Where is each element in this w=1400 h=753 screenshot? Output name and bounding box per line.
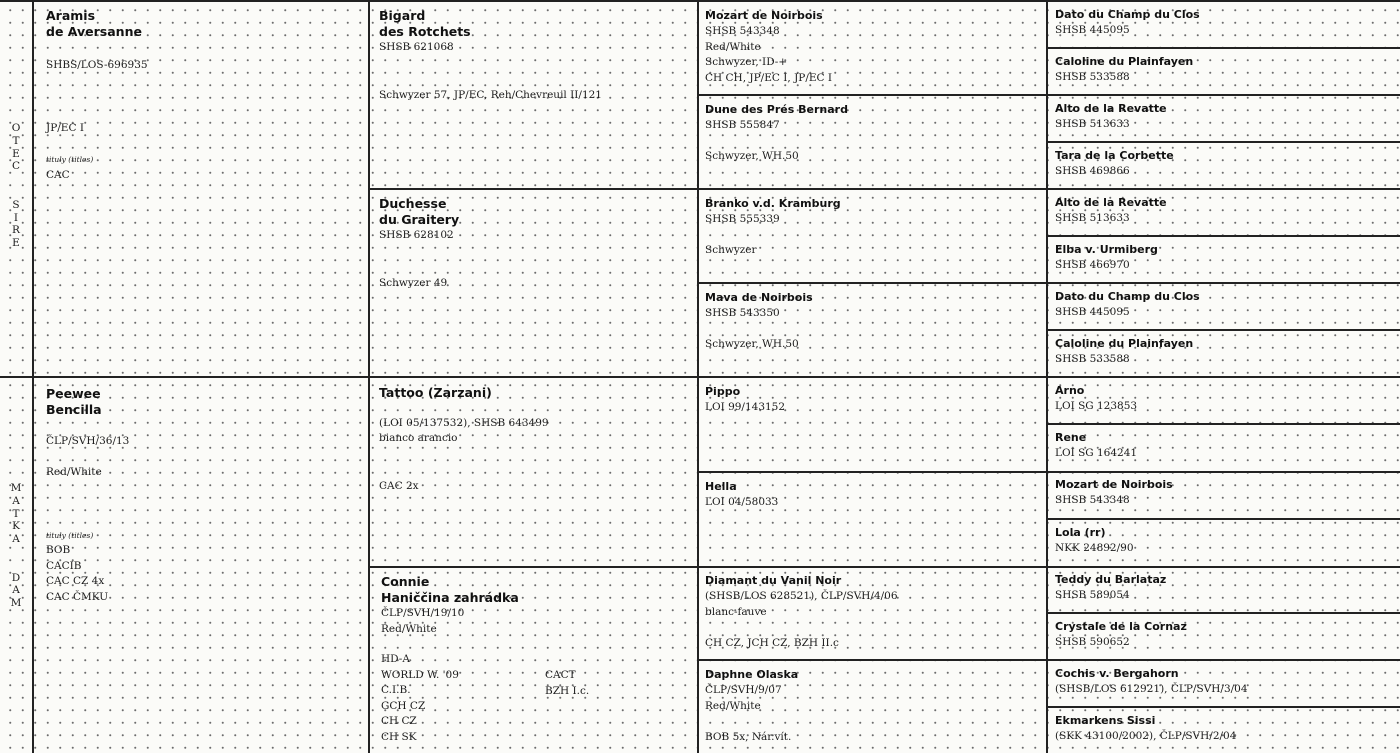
ancestor-detail bbox=[705, 620, 1040, 636]
ancestor-color: Red/White bbox=[381, 622, 437, 635]
ancestor-name: Alto de la Revatte bbox=[1055, 102, 1167, 115]
gen4-cell-1 bbox=[1055, 7, 1395, 39]
ancestor-registration: SHSB 589054 bbox=[1055, 589, 1130, 601]
ancestor-name: Lola (rr) bbox=[1055, 526, 1106, 539]
gen3-cell-3 bbox=[705, 196, 1040, 259]
gen4-cell-10 bbox=[1055, 430, 1395, 462]
gen4-cell-13 bbox=[1055, 572, 1395, 604]
sire-name-line1: Aramis bbox=[46, 8, 96, 23]
ancestor-name: Mozart de Noirbois bbox=[705, 9, 823, 22]
dam-title: BOB bbox=[46, 544, 71, 556]
ancestor-color: bianco arancio bbox=[379, 432, 458, 444]
ancestor-registration: SHSB 466970 bbox=[1055, 259, 1130, 271]
gen4-cell-7 bbox=[1055, 289, 1395, 321]
ancestor-name: Rene bbox=[1055, 431, 1087, 444]
ancestor-registration: (LOI 05/137532), SHSB 643499 bbox=[379, 417, 549, 429]
ancestor-detail: Schwyzer, ID-+ bbox=[705, 56, 788, 68]
dam-name-line2: Bencilla bbox=[46, 402, 102, 417]
dam-side-label: M A T K A D A M bbox=[10, 482, 22, 610]
ancestor-detail: SHSB 555339 bbox=[705, 213, 780, 225]
ancestor-registration: SHSB 533588 bbox=[1055, 353, 1130, 365]
ancestor-name: Arno bbox=[1055, 384, 1085, 397]
dam-title: CAC CZ 4x bbox=[46, 575, 105, 587]
gen4-cell-6 bbox=[1055, 242, 1395, 274]
ancestor-registration: SHSB 469866 bbox=[1055, 165, 1130, 177]
ancestor-name: Teddy du Barlataz bbox=[1055, 573, 1167, 586]
sire-title: CAC bbox=[46, 169, 70, 181]
ancestor-name: Tattoo (Zarzani) bbox=[379, 385, 492, 400]
ancestor-note: Schwyzer 57, JP/EC, Reh/Chevreuil II/121 bbox=[379, 89, 602, 101]
sire-dam-divider bbox=[0, 376, 1400, 378]
ancestor-title: GCH CZ bbox=[381, 699, 426, 712]
dam-titles-label: tituly (titles) bbox=[46, 531, 94, 540]
ancestor-detail: ČLP/SVH/9/07 bbox=[705, 684, 782, 696]
ancestor-registration: SHSB 513633 bbox=[1055, 212, 1130, 224]
ancestor-detail: SHSB 543348 bbox=[705, 25, 780, 37]
dam-color: Red/White bbox=[46, 466, 102, 478]
gen4-divider-11 bbox=[1046, 518, 1400, 520]
sire-sire-cell bbox=[379, 8, 691, 101]
ancestor-registration: NKK 24892/90 bbox=[1055, 542, 1134, 554]
gen2-divider-top bbox=[368, 188, 1400, 190]
dam-dam-titles-right bbox=[545, 668, 589, 699]
ancestor-detail: Schwyzer, WH.50 bbox=[705, 338, 799, 350]
gen3-cell-8 bbox=[705, 667, 1040, 745]
gen3-divider-7 bbox=[697, 659, 1400, 661]
dam-registration: ČLP/SVH/36/13 bbox=[46, 435, 130, 447]
ancestor-registration: ČLP/SVH/19/10 bbox=[381, 607, 465, 619]
sire-dam-cell bbox=[379, 196, 691, 289]
ancestor-note: Schwyzer 49 bbox=[379, 277, 448, 289]
ancestor-registration: (SKK 43100/2002), ČLP/SVH/2/04 bbox=[1055, 730, 1237, 742]
ancestor-registration: (SHSB/LOS 612921), ČLP/SVH/3/04 bbox=[1055, 683, 1248, 695]
gen3-cell-2 bbox=[705, 102, 1040, 165]
ancestor-name: Diamant du Vanil Noir bbox=[705, 574, 842, 587]
ancestor-registration: SHSB 533588 bbox=[1055, 71, 1130, 83]
ancestor-detail bbox=[705, 714, 1040, 730]
ancestor-name: des Rotchets bbox=[379, 24, 471, 39]
dam-name-line1: Peewee bbox=[46, 386, 101, 401]
gen4-divider-9 bbox=[1046, 423, 1400, 425]
sire-exam: JP/EC I bbox=[46, 122, 84, 134]
ancestor-detail: LOI 04/58033 bbox=[705, 496, 779, 508]
ancestor-title: CH SK bbox=[381, 730, 417, 743]
ancestor-detail: Red/White bbox=[705, 40, 761, 53]
dam-dam-cell bbox=[381, 574, 691, 743]
ancestor-registration: SHSB 621068 bbox=[379, 41, 454, 53]
ancestor-name: Cochis v. Bergahorn bbox=[1055, 667, 1179, 680]
ancestor-detail: CH CH, JP/EC I, JP/EC I bbox=[705, 71, 833, 84]
gen4-divider-1 bbox=[1046, 47, 1400, 49]
ancestor-detail: Schwyzer bbox=[705, 244, 757, 256]
ancestor-name: Haniččina zahrádka bbox=[381, 590, 519, 605]
ancestor-name: du Graitery bbox=[379, 212, 460, 227]
gen3-divider-5 bbox=[697, 471, 1400, 473]
ancestor-title: CACT bbox=[545, 669, 576, 681]
sire-registration: SHBS/LOS-696935 bbox=[46, 59, 148, 71]
gen3-cell-5 bbox=[705, 384, 1040, 416]
gen4-divider-7 bbox=[1046, 329, 1400, 331]
ancestor-name: Dato du Champ du Clos bbox=[1055, 8, 1200, 21]
ancestor-name: Daphne Olaska bbox=[705, 668, 799, 681]
sire-titles-label: tituly (titles) bbox=[46, 155, 94, 164]
gen4-cell-9 bbox=[1055, 383, 1395, 415]
ancestor-detail: Schwyzer, WH.50 bbox=[705, 150, 799, 162]
gen4-cell-14 bbox=[1055, 619, 1395, 651]
ancestor-detail bbox=[705, 228, 1040, 244]
ancestor-name: Mozart de Noirbois bbox=[1055, 478, 1173, 491]
gen4-cell-4 bbox=[1055, 148, 1395, 180]
ancestor-title: WORLD W. '09 bbox=[381, 668, 459, 681]
gen2-divider-bottom bbox=[368, 566, 1400, 568]
ancestor-name: Pippo bbox=[705, 385, 741, 398]
ancestor-detail bbox=[705, 322, 1040, 338]
ancestor-detail: SHSB 543350 bbox=[705, 307, 780, 319]
ancestor-name: Hella bbox=[705, 480, 737, 493]
top-border bbox=[0, 0, 1400, 2]
gen3-cell-1 bbox=[705, 8, 1040, 86]
ancestor-registration: SHSB 513633 bbox=[1055, 118, 1130, 130]
gen4-divider-5 bbox=[1046, 235, 1400, 237]
gen3-cell-4 bbox=[705, 290, 1040, 353]
ancestor-registration: SHSB 445095 bbox=[1055, 306, 1130, 318]
ancestor-name: Connie bbox=[381, 574, 430, 589]
ancestor-name: Elba v. Urmiberg bbox=[1055, 243, 1158, 256]
ancestor-name: Dune des Prés Bernard bbox=[705, 103, 848, 116]
gen4-divider-3 bbox=[1046, 141, 1400, 143]
gen4-cell-5 bbox=[1055, 195, 1395, 227]
dam-title: CACIB bbox=[46, 559, 82, 572]
gen3-cell-6 bbox=[705, 479, 1040, 511]
sire-cell bbox=[46, 8, 361, 181]
dam-sire-cell bbox=[379, 385, 691, 492]
ancestor-note: CAC 2x bbox=[379, 480, 419, 492]
dam-dam-titles-left bbox=[381, 652, 459, 745]
ancestor-detail: (SHSB/LOS 628521), ČLP/SVH/4/06 bbox=[705, 590, 898, 602]
ancestor-name: Crystale de la Cornaz bbox=[1055, 620, 1187, 633]
ancestor-name: Mava de Noirbois bbox=[705, 291, 813, 304]
ancestor-name: Caloline du Plainfayen bbox=[1055, 337, 1194, 350]
ancestor-detail: Red/White bbox=[705, 699, 761, 712]
ancestor-registration: LOI SG 123853 bbox=[1055, 400, 1138, 412]
ancestor-title: HD-A bbox=[381, 653, 410, 665]
ancestor-registration: SHSB 590652 bbox=[1055, 636, 1130, 648]
ancestor-detail: BOB 5x, Nár.vít. bbox=[705, 730, 792, 743]
gen4-cell-8 bbox=[1055, 336, 1395, 368]
ancestor-registration: SHSB 445095 bbox=[1055, 24, 1130, 36]
sire-side-label: O T E C S I R E bbox=[11, 122, 21, 250]
gen3-cell-7 bbox=[705, 573, 1040, 651]
gen4-cell-12 bbox=[1055, 525, 1395, 557]
ancestor-detail: SHSB 555847 bbox=[705, 119, 780, 131]
ancestor-registration: LOI SG 164241 bbox=[1055, 447, 1138, 459]
ancestor-name: Caloline du Plainfayen bbox=[1055, 55, 1194, 68]
gen4-divider-15 bbox=[1046, 706, 1400, 708]
ancestor-name: Tara de la Corbette bbox=[1055, 149, 1174, 162]
ancestor-detail: LOI 99/143152 bbox=[705, 401, 786, 413]
gen4-cell-3 bbox=[1055, 101, 1395, 133]
gen4-cell-15 bbox=[1055, 666, 1395, 698]
ancestor-title: CH CZ bbox=[381, 715, 417, 727]
gen4-divider-13 bbox=[1046, 612, 1400, 614]
ancestor-detail: CH CZ, JCH CZ, BZH II.c bbox=[705, 636, 839, 649]
dam-cell bbox=[46, 386, 361, 603]
gen3-divider-1 bbox=[697, 94, 1400, 96]
ancestor-registration: SHSB 628102 bbox=[379, 229, 454, 241]
dam-titles-list bbox=[46, 543, 108, 605]
ancestor-registration: SHSB 543348 bbox=[1055, 494, 1130, 506]
gen4-cell-16 bbox=[1055, 713, 1395, 745]
gen3-divider-3 bbox=[697, 282, 1400, 284]
ancestor-title: BZH I.c. bbox=[545, 684, 590, 697]
sire-name-line2: de Aversanne bbox=[46, 24, 142, 39]
ancestor-name: Ekmarkens Sissi bbox=[1055, 714, 1156, 727]
dam-title: CAC ČMKU bbox=[46, 590, 109, 603]
ancestor-name: Dato du Champ du Clos bbox=[1055, 290, 1200, 303]
ancestor-name: Alto de la Revatte bbox=[1055, 196, 1167, 209]
ancestor-detail: blanc-fauve bbox=[705, 605, 767, 618]
gen4-cell-11 bbox=[1055, 477, 1395, 509]
gen4-cell-2 bbox=[1055, 54, 1395, 86]
ancestor-detail bbox=[705, 134, 1040, 150]
ancestor-name: Bigard bbox=[379, 8, 426, 23]
ancestor-name: Duchesse bbox=[379, 196, 447, 211]
ancestor-name: Branko v.d. Kramburg bbox=[705, 197, 841, 210]
ancestor-title: C.I.B. bbox=[381, 684, 411, 696]
